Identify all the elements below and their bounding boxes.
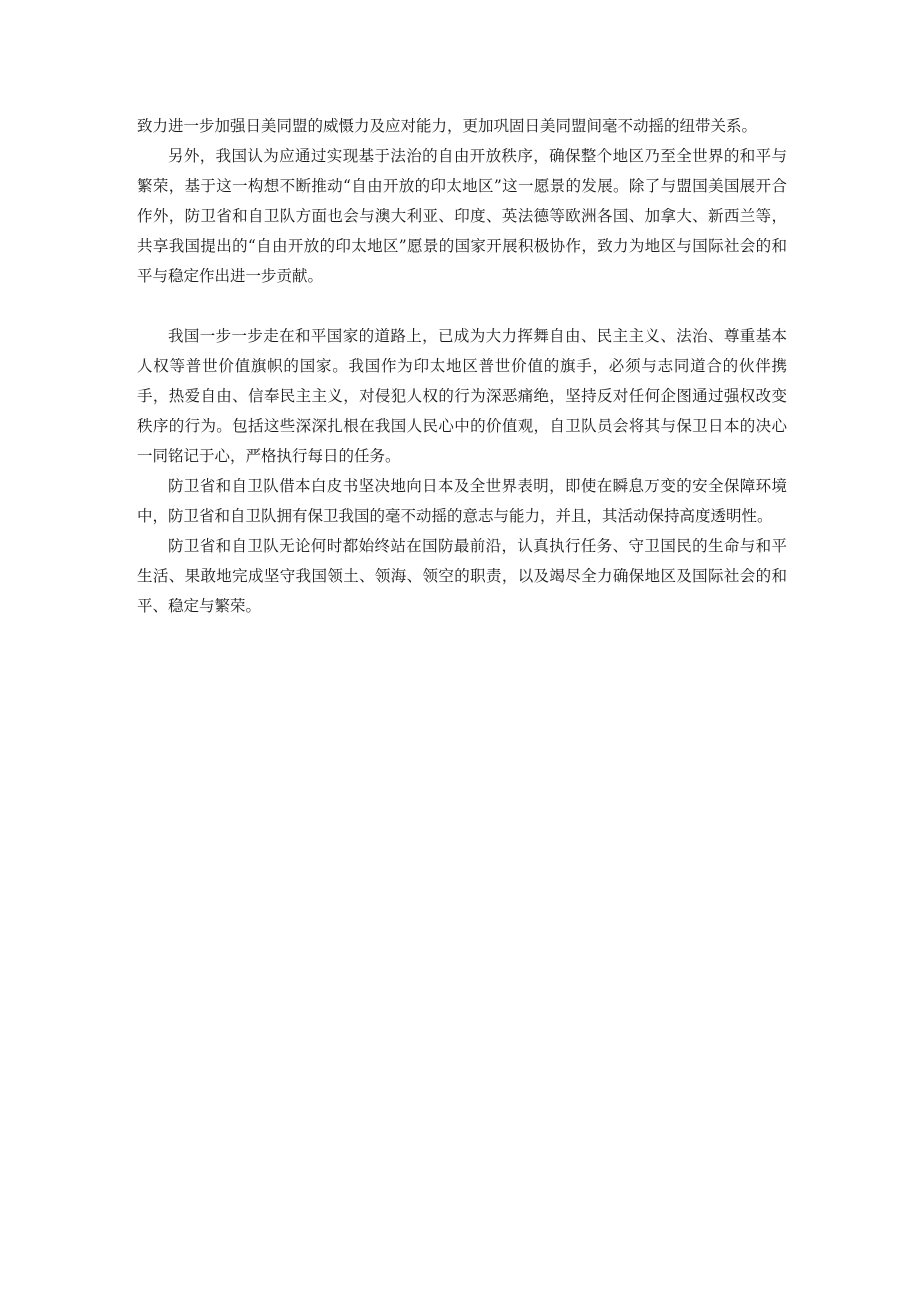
- paragraph-national-defense: 防卫省和自卫队无论何时都始终站在国防最前沿，认真执行任务、守卫国民的生命与和平生活、果敢地完成坚守我国领土、领海、领空的职责，以及竭尽全力确保地区及国际社会的和平、稳定与繁荣。: [137, 537, 787, 615]
- document-body: [137, 111, 787, 621]
- paragraph-indo-pacific: 另外，我国认为应通过实现基于法治的自由开放秩序，确保整个地区乃至全世界的和平与繁荣，基于这一构想不断推动“自由开放的印太地区”这一愿景的发展。除了与盟国美国展开合作外，防卫省和自卫队方面也会与澳大利亚、印度、英法德等欧洲各国、加拿大、新西兰等，共享我国提出的“自由开放的印太地区”愿景的国家开展积极协作，致力为地区与国际社会的和平与稳定作出进一步贡献。: [137, 147, 787, 285]
- paragraph-universal-values: 我国一步一步走在和平国家的道路上，已成为大力挥舞自由、民主主义、法治、尊重基本人权等普世价值旗帜的国家。我国作为印太地区普世价值的旗手，必须与志同道合的伙伴携手，热爱自由、信奉民主主义，对侵犯人权的行为深恶痛绝，坚持反对任何企图通过强权改变秩序的行为。包括这些深深扎根在我国人民心中的价值观，自卫队员会将其与保卫日本的决心一同铭记于心，严格执行每日的任务。: [137, 327, 787, 465]
- paragraph-spacer: [137, 291, 787, 321]
- paragraph-continuation: 致力进一步加强日美同盟的威慑力及应对能力，更加巩固日美同盟间毫不动摇的纽带关系。: [137, 117, 758, 135]
- paragraph-white-paper: 防卫省和自卫队借本白皮书坚决地向日本及全世界表明，即使在瞬息万变的安全保障环境中，防卫省和自卫队拥有保卫我国的毫不动摇的意志与能力，并且，其活动保持高度透明性。: [137, 477, 787, 525]
